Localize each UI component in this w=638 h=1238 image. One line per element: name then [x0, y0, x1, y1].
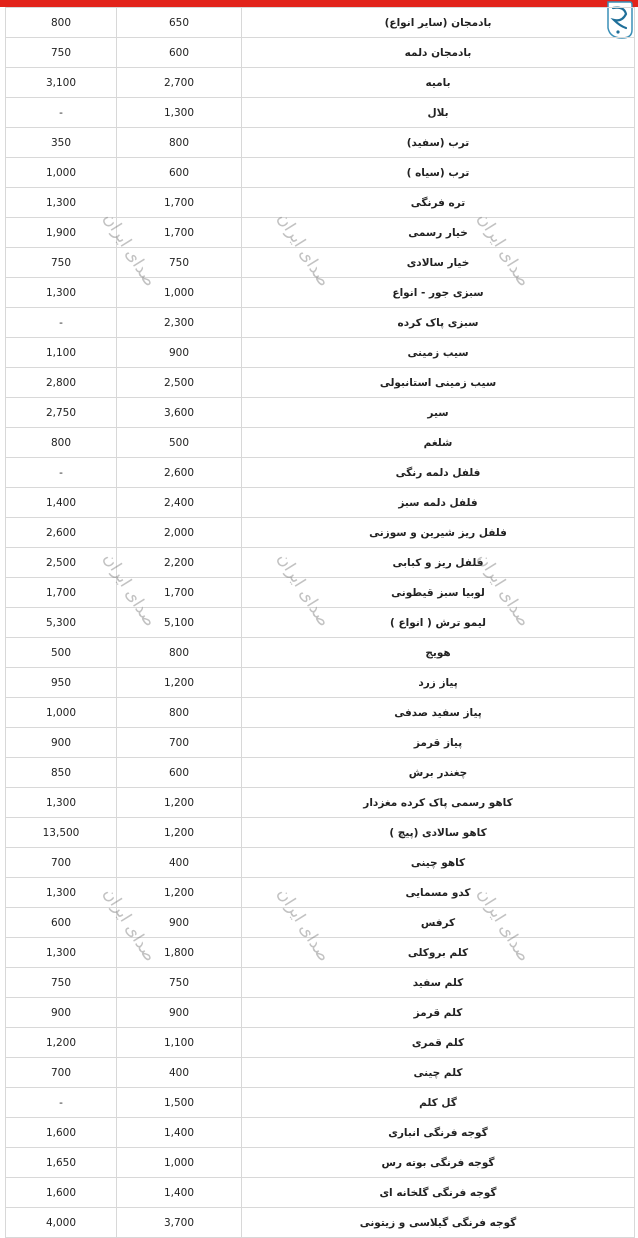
price-max-cell: 1,300 — [6, 278, 117, 308]
table-row — [6, 428, 635, 458]
table-row — [6, 668, 635, 698]
watermark-text: صدای ایران — [98, 209, 160, 291]
watermark-text: صدای ایران — [472, 884, 534, 966]
price-max-cell: 1,400 — [6, 488, 117, 518]
price-max-cell: 700 — [6, 848, 117, 878]
price-min-cell: 2,500 — [117, 368, 242, 398]
price-min-cell: 1,700 — [117, 578, 242, 608]
table-row — [6, 398, 635, 428]
table-row — [6, 338, 635, 368]
product-name-cell: گوجه فرنگی گلخانه ای — [242, 1178, 635, 1208]
price-max-cell: 1,700 — [6, 578, 117, 608]
price-min-cell: 1,200 — [117, 788, 242, 818]
product-name-cell: پیاز سفید صدفی — [242, 698, 635, 728]
price-min-cell: 1,800 — [117, 938, 242, 968]
price-max-cell: 1,900 — [6, 218, 117, 248]
price-min-cell: 2,400 — [117, 488, 242, 518]
table-row — [6, 548, 635, 578]
table-row — [6, 278, 635, 308]
price-min-cell: 800 — [117, 698, 242, 728]
product-name-cell: کاهو چینی — [242, 848, 635, 878]
product-name-cell: گل کلم — [242, 1088, 635, 1118]
product-name-cell: سیب زمینی — [242, 338, 635, 368]
price-max-cell: 350 — [6, 128, 117, 158]
price-min-cell: 600 — [117, 758, 242, 788]
table-row — [6, 158, 635, 188]
price-min-cell: 3,600 — [117, 398, 242, 428]
price-max-cell: 3,100 — [6, 68, 117, 98]
price-max-cell: 1,300 — [6, 938, 117, 968]
product-name-cell: سیر — [242, 398, 635, 428]
price-max-cell: 1,650 — [6, 1148, 117, 1178]
product-name-cell: لیمو ترش ( انواع ) — [242, 608, 635, 638]
price-min-cell: 400 — [117, 1058, 242, 1088]
product-name-cell: فلفل دلمه سبز — [242, 488, 635, 518]
price-min-cell: 800 — [117, 638, 242, 668]
price-min-cell: 750 — [117, 968, 242, 998]
product-name-cell: بامیه — [242, 68, 635, 98]
price-max-cell: 1,000 — [6, 158, 117, 188]
watermark-text: صدای ایران — [272, 884, 334, 966]
watermark-text: صدای ایران — [472, 209, 534, 291]
table-row — [6, 98, 635, 128]
table-row — [6, 788, 635, 818]
watermark-text: صدای ایران — [98, 884, 160, 966]
product-name-cell: بادمجان (سایر انواع) — [242, 8, 635, 38]
price-min-cell: 1,700 — [117, 188, 242, 218]
price-max-cell: 1,600 — [6, 1178, 117, 1208]
table-row — [6, 1118, 635, 1148]
price-max-cell: 1,100 — [6, 338, 117, 368]
table-row — [6, 578, 635, 608]
product-name-cell: بادمجان دلمه — [242, 38, 635, 68]
product-name-cell: خیار سالادی — [242, 248, 635, 278]
product-name-cell: تره فرنگی — [242, 188, 635, 218]
price-min-cell: 1,000 — [117, 1148, 242, 1178]
price-min-cell: 2,000 — [117, 518, 242, 548]
table-row — [6, 938, 635, 968]
price-min-cell: 1,200 — [117, 818, 242, 848]
price-table-body — [6, 8, 635, 1238]
watermark-text: صدای ایران — [272, 549, 334, 631]
watermark-text: صدای ایران — [272, 209, 334, 291]
price-min-cell: 1,500 — [117, 1088, 242, 1118]
product-name-cell: گوجه فرنگی گیلاسی و زیتونی — [242, 1208, 635, 1238]
table-row — [6, 818, 635, 848]
product-name-cell: فلفل دلمه رنگی — [242, 458, 635, 488]
price-max-cell: 1,000 — [6, 698, 117, 728]
table-row — [6, 488, 635, 518]
product-name-cell: کلم چینی — [242, 1058, 635, 1088]
price-min-cell: 500 — [117, 428, 242, 458]
product-name-cell: فلفل ریز شیرین و سوزنی — [242, 518, 635, 548]
price-min-cell: 900 — [117, 998, 242, 1028]
product-name-cell: سبزی پاک کرده — [242, 308, 635, 338]
price-max-cell: 750 — [6, 248, 117, 278]
table-row — [6, 308, 635, 338]
price-max-cell: 900 — [6, 728, 117, 758]
price-table — [5, 7, 635, 1238]
product-name-cell: گوجه فرنگی بوته رس — [242, 1148, 635, 1178]
price-min-cell: 600 — [117, 38, 242, 68]
watermark-text: صدای ایران — [98, 549, 160, 631]
price-min-cell: 1,700 — [117, 218, 242, 248]
product-name-cell: بلال — [242, 98, 635, 128]
table-row — [6, 1058, 635, 1088]
table-row — [6, 638, 635, 668]
product-name-cell: چغندر برش — [242, 758, 635, 788]
product-name-cell: کلم بروکلی — [242, 938, 635, 968]
price-min-cell: 2,600 — [117, 458, 242, 488]
table-row — [6, 1028, 635, 1058]
table-row — [6, 878, 635, 908]
product-name-cell: ترب (سفید) — [242, 128, 635, 158]
table-row — [6, 1178, 635, 1208]
price-max-cell: 1,600 — [6, 1118, 117, 1148]
top-red-bar — [0, 0, 638, 7]
price-min-cell: 1,200 — [117, 668, 242, 698]
price-min-cell: 1,300 — [117, 98, 242, 128]
table-row — [6, 608, 635, 638]
product-name-cell: ترب (سیاه ) — [242, 158, 635, 188]
product-name-cell: کرفس — [242, 908, 635, 938]
table-row — [6, 998, 635, 1028]
price-min-cell: 3,700 — [117, 1208, 242, 1238]
product-name-cell: خیار رسمی — [242, 218, 635, 248]
price-min-cell: 1,100 — [117, 1028, 242, 1058]
price-max-cell: - — [6, 98, 117, 128]
table-row — [6, 1208, 635, 1238]
product-name-cell: کلم قمری — [242, 1028, 635, 1058]
price-min-cell: 800 — [117, 128, 242, 158]
price-min-cell: 1,200 — [117, 878, 242, 908]
price-max-cell: 850 — [6, 758, 117, 788]
product-name-cell: شلغم — [242, 428, 635, 458]
price-min-cell: 900 — [117, 908, 242, 938]
product-name-cell: کلم قرمز — [242, 998, 635, 1028]
table-row — [6, 908, 635, 938]
table-row — [6, 188, 635, 218]
product-name-cell: پیاز زرد — [242, 668, 635, 698]
table-row — [6, 68, 635, 98]
table-row — [6, 728, 635, 758]
price-max-cell: - — [6, 1088, 117, 1118]
price-min-cell: 2,200 — [117, 548, 242, 578]
table-row — [6, 968, 635, 998]
price-max-cell: 750 — [6, 38, 117, 68]
price-max-cell: 600 — [6, 908, 117, 938]
price-max-cell: 900 — [6, 998, 117, 1028]
product-name-cell: لوبیا سبز قیطونی — [242, 578, 635, 608]
table-row — [6, 38, 635, 68]
table-row — [6, 1088, 635, 1118]
price-min-cell: 400 — [117, 848, 242, 878]
price-max-cell: 800 — [6, 8, 117, 38]
price-min-cell: 650 — [117, 8, 242, 38]
price-max-cell: 500 — [6, 638, 117, 668]
price-min-cell: 900 — [117, 338, 242, 368]
product-name-cell: فلفل ریز و کبابی — [242, 548, 635, 578]
table-row — [6, 758, 635, 788]
table-row — [6, 128, 635, 158]
product-name-cell: پیاز قرمز — [242, 728, 635, 758]
watermark-text: صدای ایران — [472, 549, 534, 631]
product-name-cell: کلم سفید — [242, 968, 635, 998]
price-min-cell: 2,700 — [117, 68, 242, 98]
table-row — [6, 698, 635, 728]
price-max-cell: 700 — [6, 1058, 117, 1088]
product-name-cell: کاهو رسمی پاک کرده مغزدار — [242, 788, 635, 818]
table-row — [6, 8, 635, 38]
price-min-cell: 1,400 — [117, 1118, 242, 1148]
table-row — [6, 518, 635, 548]
product-name-cell: گوجه فرنگی انباری — [242, 1118, 635, 1148]
price-min-cell: 1,000 — [117, 278, 242, 308]
price-min-cell: 1,400 — [117, 1178, 242, 1208]
price-min-cell: 750 — [117, 248, 242, 278]
table-row — [6, 848, 635, 878]
table-row — [6, 368, 635, 398]
price-min-cell: 2,300 — [117, 308, 242, 338]
table-row — [6, 248, 635, 278]
price-max-cell: 1,300 — [6, 878, 117, 908]
price-max-cell: 1,200 — [6, 1028, 117, 1058]
product-name-cell: کدو مسمایی — [242, 878, 635, 908]
price-max-cell: 2,800 — [6, 368, 117, 398]
price-max-cell: 2,600 — [6, 518, 117, 548]
price-max-cell: 1,300 — [6, 788, 117, 818]
price-min-cell: 600 — [117, 158, 242, 188]
price-max-cell: - — [6, 458, 117, 488]
product-name-cell: سیب زمینی استانبولی — [242, 368, 635, 398]
product-name-cell: هویج — [242, 638, 635, 668]
price-max-cell: 2,500 — [6, 548, 117, 578]
price-max-cell: 2,750 — [6, 398, 117, 428]
price-max-cell: 4,000 — [6, 1208, 117, 1238]
price-min-cell: 5,100 — [117, 608, 242, 638]
price-max-cell: 950 — [6, 668, 117, 698]
price-max-cell: 800 — [6, 428, 117, 458]
price-max-cell: 1,300 — [6, 188, 117, 218]
price-max-cell: - — [6, 308, 117, 338]
price-min-cell: 700 — [117, 728, 242, 758]
price-max-cell: 750 — [6, 968, 117, 998]
product-name-cell: سبزی جور - انواع — [242, 278, 635, 308]
product-name-cell: کاهو سالادی (پیچ ) — [242, 818, 635, 848]
table-row — [6, 458, 635, 488]
table-row — [6, 1148, 635, 1178]
price-max-cell: 5,300 — [6, 608, 117, 638]
table-row — [6, 218, 635, 248]
price-max-cell: 13,500 — [6, 818, 117, 848]
